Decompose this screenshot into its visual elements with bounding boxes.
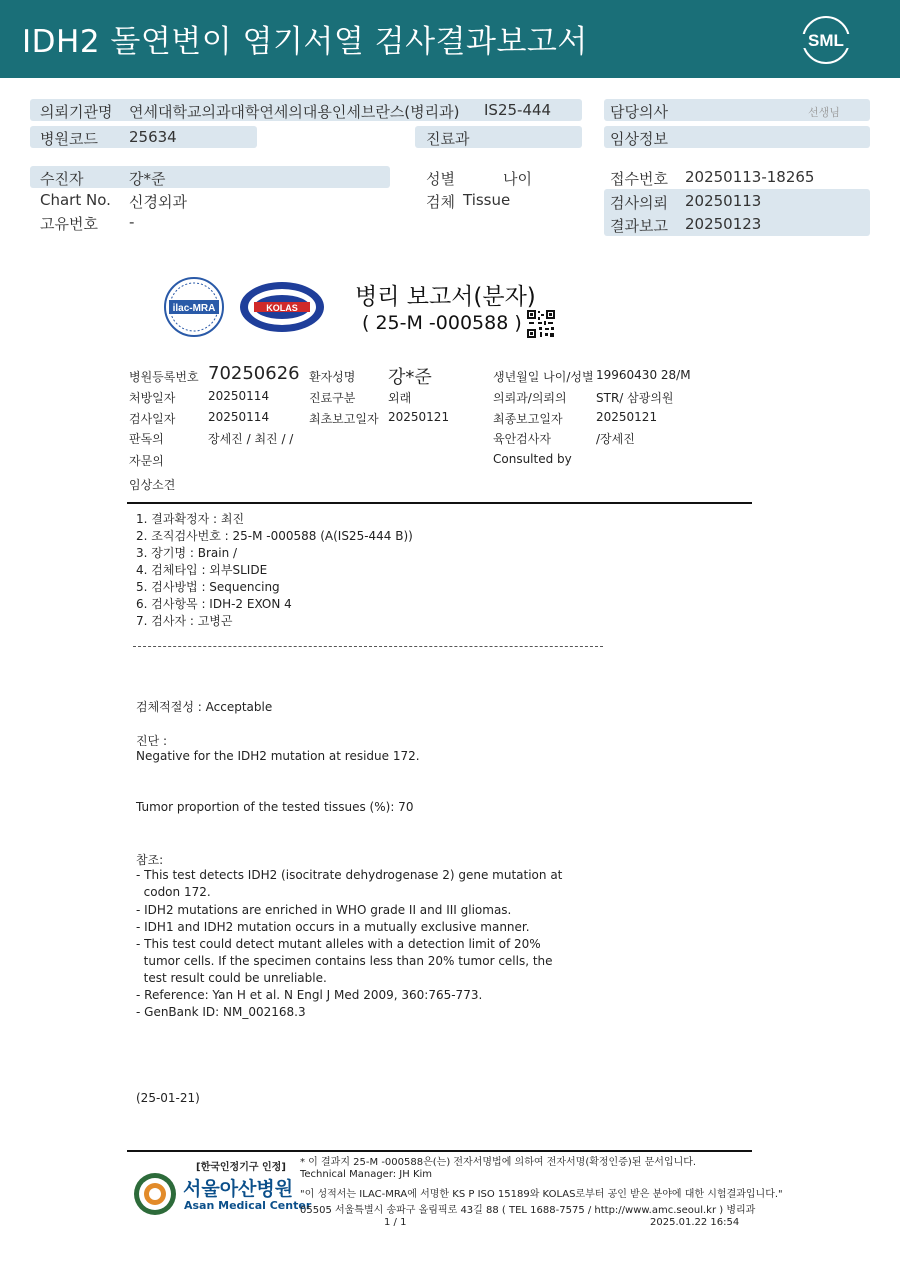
reference-line: tumor cells. If the specimen contains less than 20% tumor cells, the: [136, 954, 553, 968]
kolas-logo: [238, 280, 326, 334]
rx-date-label: 처방일자: [129, 391, 176, 405]
first-report-label: 최초보고일자: [309, 412, 379, 426]
sex-label: 성별: [426, 170, 455, 188]
result-line: 2. 조직검사번호 : 25-M -000588 (A(IS25-444 B)): [136, 529, 413, 543]
reader-label: 판독의: [129, 432, 164, 446]
qr-code-icon: [527, 310, 555, 338]
clinical-findings-label: 임상소견: [129, 478, 176, 492]
consult-label: 자문의: [129, 454, 164, 468]
sml-logo: [800, 14, 852, 66]
specimen-value: Tissue: [463, 191, 511, 209]
ilac-mra-logo: [163, 276, 225, 338]
visit-type-value: 외래: [388, 391, 412, 405]
reference-line: test result could be unreliable.: [136, 971, 327, 985]
sml-logo-text: SML: [808, 31, 844, 50]
result-line: 5. 검사방법 : Sequencing: [136, 580, 280, 594]
reference-line: - This test could detect mutant alleles with a detection limit of 20%: [136, 937, 541, 951]
ref-dept-label: 의뢰과/의뢰의: [493, 391, 567, 405]
request-label: 검사의뢰: [610, 194, 668, 212]
hospital-name-en: Asan Medical Center: [184, 1199, 312, 1212]
receipt-value: 20250113-18265: [685, 168, 815, 186]
report-number: ( 25-M -000588 ): [362, 312, 522, 334]
request-value: 20250113: [685, 192, 762, 210]
reference-line: - IDH2 mutations are enriched in WHO grade II and III gliomas.: [136, 903, 512, 917]
print-timestamp: 2025.01.22 16:54: [650, 1217, 740, 1228]
doctor-suffix: 선생님: [808, 106, 840, 119]
kolas-logo-text: KOLAS: [266, 303, 298, 313]
result-line: 6. 검사항목 : IDH-2 EXON 4: [136, 597, 292, 611]
footer-divider: [127, 1150, 752, 1152]
test-date-value: 20250114: [208, 410, 270, 424]
patient-name-label: 환자성명: [309, 370, 356, 384]
page-indicator: 1 / 1: [384, 1217, 407, 1228]
age-label: 나이: [503, 170, 532, 188]
result-date: (25-01-21): [136, 1091, 200, 1105]
report-date-value: 20250123: [685, 215, 762, 233]
ilac-logo-text: ilac-MRA: [172, 303, 216, 314]
report-header-title: IDH2 돌연변이 염기서열 검사결과보고서: [22, 24, 588, 60]
institution-label: 의뢰기관명: [40, 103, 113, 121]
asan-emblem-logo: [133, 1172, 177, 1216]
reader-value: 장세진 / 최진 / /: [208, 432, 294, 446]
ref-dept-value: STR/ 삼광의원: [596, 391, 674, 405]
footer-accreditation-note: "이 성적서는 ILAC-MRA에 서명한 KS P ISO 15189와 KOLAS로부터 공인 받은 분야에 대한 시험결과입니다.": [300, 1189, 783, 1200]
hospital-name-ko: 서울아산병원: [183, 1178, 294, 1200]
chart-label: Chart No.: [40, 191, 111, 209]
result-line: 3. 장기명 : Brain /: [136, 546, 238, 560]
final-report-label: 최종보고일자: [493, 412, 563, 426]
clinical-info-label: 임상정보: [610, 130, 668, 148]
uid-value: -: [129, 213, 135, 231]
dashed-divider: [133, 646, 603, 647]
patient-name-value: 강*준: [388, 367, 432, 388]
result-line: 4. 검체타입 : 외부SLIDE: [136, 563, 268, 577]
report-date-label: 결과보고: [610, 217, 668, 235]
cert-label: [한국인정기구 인정]: [196, 1162, 286, 1173]
diagnosis-label: 진단 :: [136, 734, 168, 748]
institution-code: IS25-444: [484, 101, 552, 119]
reference-line: codon 172.: [136, 885, 211, 899]
patient-bar: [30, 166, 390, 188]
reference-label: 참조:: [136, 853, 164, 867]
result-line: 1. 결과확정자 : 최진: [136, 512, 245, 526]
patient-value: 강*준: [129, 170, 166, 188]
report-title: 병리 보고서(분자): [355, 284, 536, 310]
reference-line: - This test detects IDH2 (isocitrate dehydrogenase 2) gene mutation at: [136, 868, 563, 882]
consulted-by-label: Consulted by: [493, 452, 572, 466]
gross-value: /장세진: [596, 432, 635, 446]
chart-value: 신경외과: [129, 193, 187, 211]
diagnosis-text: Negative for the IDH2 mutation at residue 172.: [136, 749, 420, 763]
uid-label: 고유번호: [40, 215, 98, 233]
final-report-value: 20250121: [596, 410, 658, 424]
reg-no-label: 병원등록번호: [129, 370, 199, 384]
visit-type-label: 진료구분: [309, 391, 356, 405]
dob-value: 19960430 28/M: [596, 368, 691, 382]
dob-label: 생년월일 나이/성별: [493, 370, 594, 384]
report-header: [0, 0, 900, 78]
receipt-label: 접수번호: [610, 170, 668, 188]
institution-value: 연세대학교의과대학연세의대용인세브란스(병리과): [129, 103, 460, 121]
doctor-label: 담당의사: [610, 103, 668, 121]
footer-address: 05505 서울특별시 송파구 올림픽로 43길 88 ( TEL 1688-7575 / http://www.amc.seoul.kr ) 병리과: [300, 1205, 756, 1216]
gross-label: 육안검사자: [493, 432, 551, 446]
reference-line: - IDH1 and IDH2 mutation occurs in a mutually exclusive manner.: [136, 920, 530, 934]
hospital-code-value: 25634: [129, 128, 177, 146]
hospital-code-label: 병원코드: [40, 130, 98, 148]
result-line: 7. 검사자 : 고병곤: [136, 614, 233, 628]
dept-label: 진료과: [426, 130, 470, 148]
specimen-label: 검체: [426, 193, 455, 211]
adequacy-text: 검체적절성 : Acceptable: [136, 700, 273, 714]
reference-line: - Reference: Yan H et al. N Engl J Med 2009, 360:765-773.: [136, 988, 483, 1002]
test-date-label: 검사일자: [129, 412, 176, 426]
first-report-value: 20250121: [388, 410, 450, 424]
footer-esign-note: * 이 결과지 25-M -000588은(는) 전자서명법에 의하여 전자서명(확정인증)된 문서입니다.: [300, 1157, 697, 1168]
reference-line: - GenBank ID: NM_002168.3: [136, 1005, 306, 1019]
section-divider: [127, 502, 752, 504]
tumor-proportion: Tumor proportion of the tested tissues (%): 70: [136, 800, 414, 814]
footer-tech-manager: Technical Manager: JH Kim: [300, 1169, 433, 1180]
rx-date-value: 20250114: [208, 389, 270, 403]
patient-label: 수진자: [40, 170, 84, 188]
reg-no-value: 70250626: [208, 363, 300, 384]
